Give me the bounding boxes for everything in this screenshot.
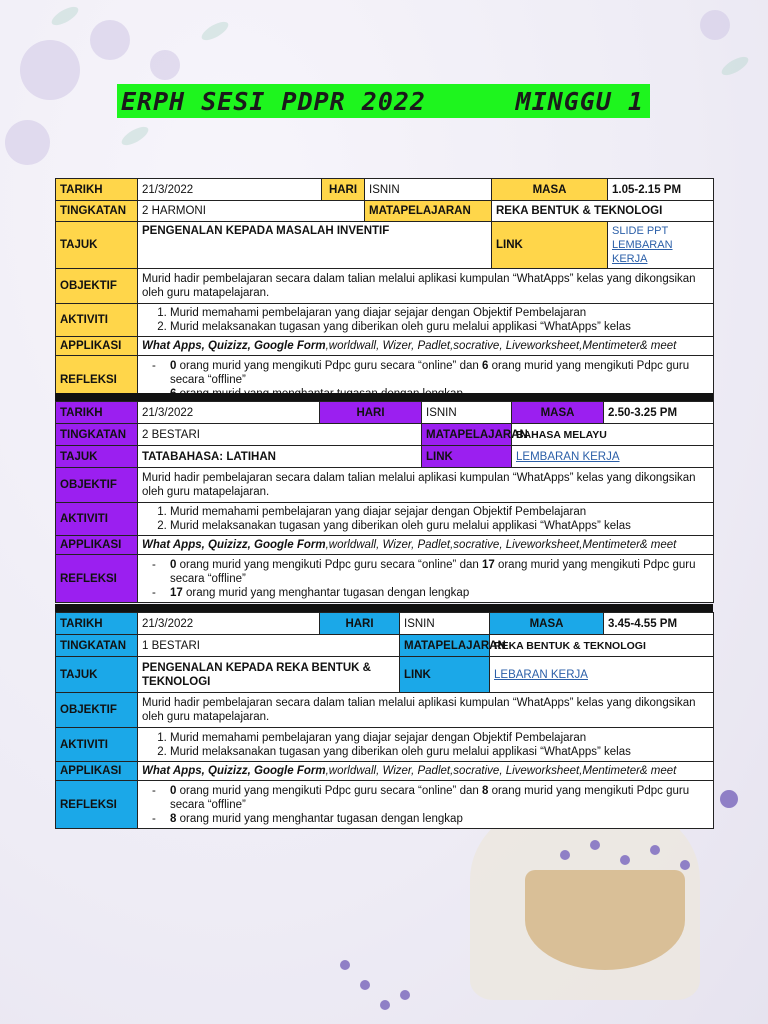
masa-value: 2.50-3.25 PM xyxy=(604,402,714,424)
link-cell xyxy=(608,222,714,269)
refleksi-item: - 0 orang murid yang mengikuti Pdpc guru secara “online” dan 6 orang murid yang mengikuti Pdpc guru secara “offline” xyxy=(170,359,709,387)
session-1-table xyxy=(55,178,714,404)
aktiviti-label: AKTIVITI xyxy=(56,728,138,762)
matapelajaran-label: MATAPELAJARAN xyxy=(400,635,490,657)
lembaran-kerja-link[interactable]: LEBARAN KERJA xyxy=(494,668,588,681)
applikasi-value xyxy=(138,337,714,356)
applikasi-rest: ,worldwall, Wizer, Padlet,socrative, Liveworksheet,Mentimeter& meet xyxy=(325,765,677,777)
refleksi-item: - 0 orang murid yang mengikuti Pdpc guru secara “online” dan 17 orang murid yang mengikuti Pdpc guru secara “offline” xyxy=(170,558,709,586)
hari-label: HARI xyxy=(322,179,365,201)
week-label: MINGGU 1 xyxy=(515,86,644,116)
tarikh-label: TARIKH xyxy=(56,179,138,201)
lembaran-kerja-link[interactable]: LEMBARAN KERJA xyxy=(612,239,673,265)
applikasi-bold: What Apps, Quizizz, Google Form xyxy=(142,340,326,352)
masa-label: MASA xyxy=(490,613,604,635)
tarikh-value: 21/3/2022 xyxy=(138,402,320,424)
matapelajaran-value: BAHASA MELAYU xyxy=(512,424,714,446)
applikasi-rest: ,worldwall, Wizer, Padlet,socrative, Liveworksheet,Mentimeter& meet xyxy=(325,340,677,352)
aktiviti-item: 1. Murid memahami pembelajaran yang diajar sejajar dengan Objektif Pembelajaran xyxy=(170,505,709,519)
masa-label: MASA xyxy=(492,179,608,201)
objektif-label: OBJEKTIF xyxy=(56,468,138,503)
tarikh-label: TARIKH xyxy=(56,613,138,635)
aktiviti-item: 2. Murid melaksanakan tugasan yang diberikan oleh guru melalui applikasi “WhatApps” kelas xyxy=(170,320,709,334)
page-title: ERPH SESI PDPR 2022 xyxy=(121,86,426,116)
refleksi-item: - 17 orang murid yang menghantar tugasan dengan lengkap xyxy=(170,586,709,600)
refleksi-item: - 0 orang murid yang mengikuti Pdpc guru secara “online” dan 8 orang murid yang mengikuti Pdpc guru secara “offline” xyxy=(170,784,709,812)
refleksi-label: REFLEKSI xyxy=(56,781,138,829)
matapelajaran-label: MATAPELAJARAN xyxy=(365,201,492,222)
applikasi-rest: ,worldwall, Wizer, Padlet,socrative, Liveworksheet,Mentimeter& meet xyxy=(325,539,677,551)
slide-ppt-link[interactable]: SLIDE PPT xyxy=(612,225,669,237)
aktiviti-item: 1. Murid memahami pembelajaran yang diajar sejajar dengan Objektif Pembelajaran xyxy=(170,731,709,745)
aktiviti-item: 1. Murid memahami pembelajaran yang diajar sejajar dengan Objektif Pembelajaran xyxy=(170,306,709,320)
refleksi-label: REFLEKSI xyxy=(56,356,138,404)
tarikh-value: 21/3/2022 xyxy=(138,613,320,635)
tingkatan-label: TINGKATAN xyxy=(56,635,138,657)
link-cell xyxy=(512,446,714,468)
section-divider xyxy=(55,393,713,401)
tajuk-label: TAJUK xyxy=(56,446,138,468)
applikasi-value xyxy=(138,536,714,555)
tajuk-value: TATABAHASA: LATIHAN xyxy=(138,446,422,468)
session-3-table xyxy=(55,612,714,829)
aktiviti-label: AKTIVITI xyxy=(56,503,138,536)
applikasi-label: APPLIKASI xyxy=(56,337,138,356)
objektif-label: OBJEKTIF xyxy=(56,693,138,728)
masa-value: 1.05-2.15 PM xyxy=(608,179,714,201)
tajuk-value: PENGENALAN KEPADA REKA BENTUK & TEKNOLOGI xyxy=(138,657,400,693)
matapelajaran-value: REKA BENTUK & TEKNOLOGI xyxy=(490,635,714,657)
watering-can-image xyxy=(470,800,700,1000)
aktiviti-value xyxy=(138,304,714,337)
applikasi-label: APPLIKASI xyxy=(56,536,138,555)
applikasi-value xyxy=(138,762,714,781)
refleksi-value xyxy=(138,781,714,829)
lembaran-kerja-link[interactable]: LEMBARAN KERJA xyxy=(516,450,620,463)
hari-value: ISNIN xyxy=(365,179,492,201)
refleksi-label: REFLEKSI xyxy=(56,555,138,603)
tingkatan-value: 1 BESTARI xyxy=(138,635,400,657)
hari-label: HARI xyxy=(320,613,400,635)
matapelajaran-label: MATAPELAJARAN xyxy=(422,424,512,446)
link-cell xyxy=(490,657,714,693)
applikasi-bold: What Apps, Quizizz, Google Form xyxy=(142,765,326,777)
link-label: LINK xyxy=(422,446,512,468)
masa-value: 3.45-4.55 PM xyxy=(604,613,714,635)
objektif-label: OBJEKTIF xyxy=(56,269,138,304)
matapelajaran-value: REKA BENTUK & TEKNOLOGI xyxy=(492,201,714,222)
refleksi-value xyxy=(138,555,714,603)
refleksi-item: - 8 orang murid yang menghantar tugasan dengan lengkap xyxy=(170,812,709,826)
tingkatan-value: 2 HARMONI xyxy=(138,201,365,222)
tajuk-label: TAJUK xyxy=(56,222,138,269)
section-divider xyxy=(55,604,713,612)
link-label: LINK xyxy=(492,222,608,269)
aktiviti-value xyxy=(138,503,714,536)
hari-value: ISNIN xyxy=(400,613,490,635)
tajuk-value: PENGENALAN KEPADA MASALAH INVENTIF xyxy=(138,222,492,269)
session-2-table xyxy=(55,401,714,603)
title-banner xyxy=(117,84,650,118)
flower-basket-image xyxy=(525,870,685,970)
tingkatan-label: TINGKATAN xyxy=(56,201,138,222)
objektif-value: Murid hadir pembelajaran secara dalam talian melalui aplikasi kumpulan “WhatApps” kelas yang dikongsikan oleh guru matapelajaran. xyxy=(138,468,714,503)
objektif-value: Murid hadir pembelajaran secara dalam talian melalui aplikasi kumpulan “WhatApps” kelas yang dikongsikan oleh guru matapelajaran. xyxy=(138,693,714,728)
tingkatan-label: TINGKATAN xyxy=(56,424,138,446)
tajuk-label: TAJUK xyxy=(56,657,138,693)
aktiviti-label: AKTIVITI xyxy=(56,304,138,337)
link-label: LINK xyxy=(400,657,490,693)
hari-value: ISNIN xyxy=(422,402,512,424)
applikasi-label: APPLIKASI xyxy=(56,762,138,781)
aktiviti-item: 2. Murid melaksanakan tugasan yang diberikan oleh guru melalui applikasi “WhatApps” kelas xyxy=(170,519,709,533)
applikasi-bold: What Apps, Quizizz, Google Form xyxy=(142,539,326,551)
tarikh-label: TARIKH xyxy=(56,402,138,424)
objektif-value: Murid hadir pembelajaran secara dalam talian melalui aplikasi kumpulan “WhatApps” kelas yang dikongsikan oleh guru matapelajaran. xyxy=(138,269,714,304)
aktiviti-item: 2. Murid melaksanakan tugasan yang diberikan oleh guru melalui applikasi “WhatApps” kelas xyxy=(170,745,709,759)
tarikh-value: 21/3/2022 xyxy=(138,179,322,201)
tingkatan-value: 2 BESTARI xyxy=(138,424,422,446)
masa-label: MASA xyxy=(512,402,604,424)
aktiviti-value xyxy=(138,728,714,762)
hari-label: HARI xyxy=(320,402,422,424)
